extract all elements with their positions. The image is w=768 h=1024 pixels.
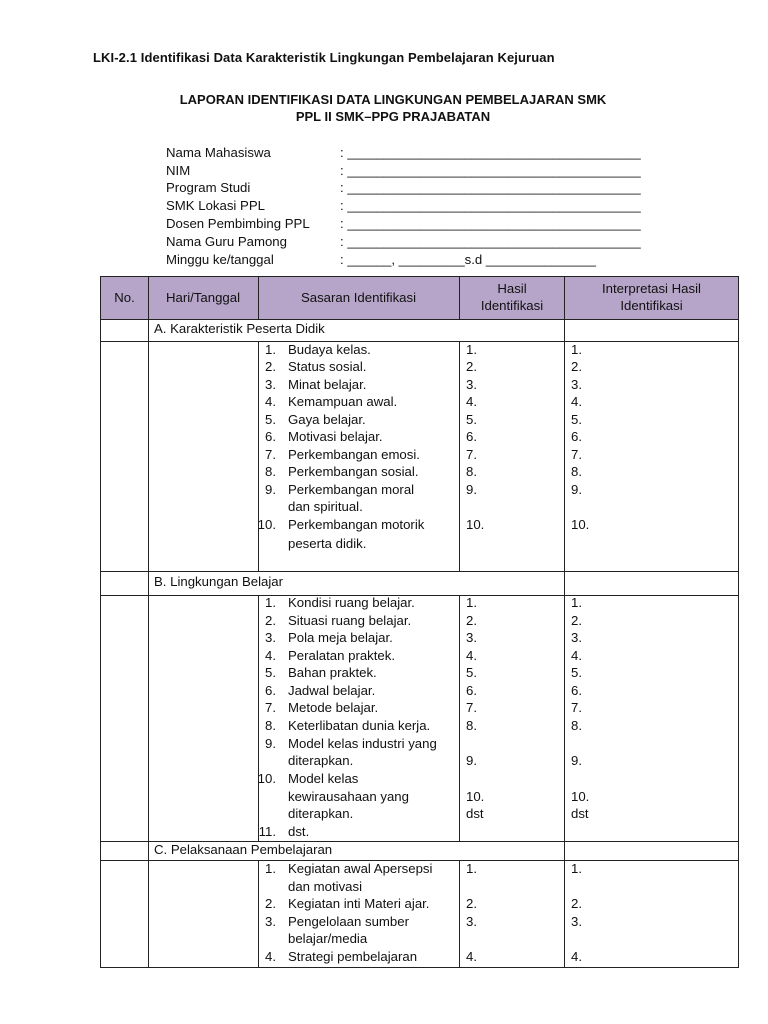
table-border	[459, 860, 460, 968]
hasil-cell[interactable]: 3.	[466, 377, 477, 392]
hasil-cell[interactable]: 1.	[466, 342, 477, 357]
table-border	[459, 341, 460, 572]
form-field-nim[interactable]: : ________________________________________	[340, 163, 641, 178]
form-field-nama-mahasiswa[interactable]: : ________________________________________	[340, 145, 641, 160]
interpretasi-cell[interactable]: 1.	[571, 861, 582, 876]
section-title-a: A. Karakteristik Peserta Didik	[154, 321, 325, 336]
hasil-cell[interactable]: 10.	[466, 789, 485, 804]
hasil-cell[interactable]: 1.	[466, 861, 477, 876]
list-item: Perkembangan emosi.	[288, 447, 420, 462]
form-field-smk-lokasi[interactable]: : ________________________________________	[340, 198, 641, 213]
table-border	[100, 276, 739, 277]
item-number: 6.	[265, 429, 276, 444]
header-interpretasi-line2: Identifikasi	[620, 298, 683, 313]
hasil-cell[interactable]: 10.	[466, 517, 485, 532]
list-item: Gaya belajar.	[288, 412, 366, 427]
list-item: Perkembangan moral	[288, 482, 415, 497]
list-item: Kegiatan awal Apersepsi	[288, 861, 433, 876]
hasil-cell[interactable]: 9.	[466, 753, 477, 768]
list-item: Metode belajar.	[288, 700, 379, 715]
hasil-cell[interactable]: 4.	[466, 949, 477, 964]
table-border	[100, 276, 101, 968]
header-sasaran-identifikasi: Sasaran Identifikasi	[300, 290, 417, 305]
item-number: 3.	[265, 630, 276, 645]
item-number: 3.	[265, 914, 276, 929]
table-border	[258, 276, 259, 320]
interpretasi-cell[interactable]: 2.	[571, 896, 582, 911]
interpretasi-cell[interactable]: 6.	[571, 429, 582, 444]
report-title-line-1: LAPORAN IDENTIFIKASI DATA LINGKUNGAN PEMBELAJARAN SMK	[179, 92, 607, 107]
item-number: 2.	[265, 359, 276, 374]
form-field-dosen-pembimbing[interactable]: : ________________________________________	[340, 216, 641, 231]
interpretasi-cell[interactable]: 2.	[571, 613, 582, 628]
item-number: 5.	[265, 412, 276, 427]
hasil-cell[interactable]: 7.	[466, 447, 477, 462]
item-number: 2.	[265, 613, 276, 628]
form-field-guru-pamong[interactable]: : ________________________________________	[340, 234, 641, 249]
item-number: 1.	[265, 861, 276, 876]
item-number: 6.	[265, 683, 276, 698]
list-item: Peralatan praktek.	[288, 648, 396, 663]
hasil-cell[interactable]: 5.	[466, 665, 477, 680]
table-border	[459, 595, 460, 842]
list-item: Status sosial.	[288, 359, 367, 374]
table-border	[100, 319, 739, 320]
list-item-continued: peserta didik.	[288, 536, 367, 551]
interpretasi-cell[interactable]: 3.	[571, 914, 582, 929]
list-item-continued: kewirausahaan yang	[288, 789, 409, 804]
item-number: 7.	[265, 700, 276, 715]
list-item: Perkembangan motorik	[288, 517, 425, 532]
interpretasi-cell[interactable]: 8.	[571, 464, 582, 479]
list-item: Kemampuan awal.	[288, 394, 398, 409]
list-item: Pola meja belajar.	[288, 630, 393, 645]
list-item: Budaya kelas.	[288, 342, 371, 357]
section-title-b: B. Lingkungan Belajar	[154, 574, 284, 589]
interpretasi-cell[interactable]: 10.	[571, 517, 590, 532]
list-item: Model kelas	[288, 771, 359, 786]
header-interpretasi-line1: Interpretasi Hasil	[602, 281, 701, 296]
list-item: Motivasi belajar.	[288, 429, 383, 444]
table-border	[100, 595, 739, 596]
interpretasi-cell[interactable]: 5.	[571, 665, 582, 680]
form-label-program-studi: Program Studi	[166, 180, 251, 195]
list-item: Pengelolaan sumber	[288, 914, 409, 929]
table-border	[148, 276, 149, 968]
interpretasi-cell[interactable]: dst	[571, 806, 589, 821]
item-number: 8.	[265, 718, 276, 733]
list-item: Minat belajar.	[288, 377, 367, 392]
hasil-cell[interactable]: 4.	[466, 648, 477, 663]
interpretasi-cell[interactable]: 9.	[571, 753, 582, 768]
item-number: 9.	[265, 736, 276, 751]
item-number: 4.	[265, 949, 276, 964]
hasil-cell[interactable]: 7.	[466, 700, 477, 715]
list-item: Jadwal belajar.	[288, 683, 376, 698]
item-number: 1.	[265, 595, 276, 610]
hasil-cell[interactable]: dst	[466, 806, 484, 821]
item-number: 2.	[265, 896, 276, 911]
interpretasi-cell[interactable]: 2.	[571, 359, 582, 374]
hasil-cell[interactable]: 4.	[466, 394, 477, 409]
list-item-continued: belajar/media	[288, 931, 368, 946]
report-title-line-2: PPL II SMK–PPG PRAJABATAN	[295, 109, 491, 124]
interpretasi-cell[interactable]: 4.	[571, 394, 582, 409]
item-number: 10.	[257, 771, 276, 786]
form-label-minggu-tanggal: Minggu ke/tanggal	[166, 252, 274, 267]
list-item: dst.	[288, 824, 310, 839]
item-number: 1.	[265, 342, 276, 357]
form-label-dosen-pembimbing: Dosen Pembimbing PPL	[166, 216, 310, 231]
header-hari-tanggal: Hari/Tanggal	[165, 290, 241, 305]
list-item: Situasi ruang belajar.	[288, 613, 412, 628]
list-item: Strategi pembelajaran	[288, 949, 418, 964]
document-title: LKI-2.1 Identifikasi Data Karakteristik Lingkungan Pembelajaran Kejuruan	[93, 50, 555, 65]
hasil-cell[interactable]: 2.	[466, 896, 477, 911]
hasil-cell[interactable]: 2.	[466, 359, 477, 374]
list-item: Bahan praktek.	[288, 665, 377, 680]
table-border	[738, 276, 739, 968]
list-item-continued: diterapkan.	[288, 806, 354, 821]
table-border	[100, 571, 739, 572]
list-item: Perkembangan sosial.	[288, 464, 419, 479]
item-number: 10.	[257, 517, 276, 532]
section-title-c: C. Pelaksanaan Pembelajaran	[154, 842, 333, 857]
interpretasi-cell[interactable]: 3.	[571, 377, 582, 392]
table-border	[564, 276, 565, 968]
form-field-program-studi[interactable]: : ________________________________________	[340, 180, 641, 195]
header-hasil-line2: Identifikasi	[480, 298, 544, 313]
list-item: Model kelas industri yang	[288, 736, 437, 751]
hasil-cell[interactable]: 3.	[466, 914, 477, 929]
hasil-cell[interactable]: 6.	[466, 429, 477, 444]
interpretasi-cell[interactable]: 1.	[571, 342, 582, 357]
interpretasi-cell[interactable]: 1.	[571, 595, 582, 610]
hasil-cell[interactable]: 5.	[466, 412, 477, 427]
interpretasi-cell[interactable]: 3.	[571, 630, 582, 645]
interpretasi-cell[interactable]: 6.	[571, 683, 582, 698]
form-label-guru-pamong: Nama Guru Pamong	[166, 234, 287, 249]
table-border	[459, 276, 460, 320]
hasil-cell[interactable]: 9.	[466, 482, 477, 497]
hasil-cell[interactable]: 6.	[466, 683, 477, 698]
list-item: Kegiatan inti Materi ajar.	[288, 896, 430, 911]
header-hasil-line1: Hasil	[497, 281, 527, 296]
interpretasi-cell[interactable]: 5.	[571, 412, 582, 427]
hasil-cell[interactable]: 8.	[466, 464, 477, 479]
interpretasi-cell[interactable]: 10.	[571, 789, 590, 804]
item-number: 3.	[265, 377, 276, 392]
form-label-nim: NIM	[166, 163, 191, 178]
interpretasi-cell[interactable]: 7.	[571, 700, 582, 715]
interpretasi-cell[interactable]: 4.	[571, 949, 582, 964]
table-border	[100, 967, 739, 968]
item-number: 11.	[258, 824, 276, 839]
list-item-continued: diterapkan.	[288, 753, 354, 768]
interpretasi-cell[interactable]: 9.	[571, 482, 582, 497]
interpretasi-cell[interactable]: 8.	[571, 718, 582, 733]
list-item: Kondisi ruang belajar.	[288, 595, 415, 610]
item-number: 5.	[265, 665, 276, 680]
item-number: 4.	[265, 648, 276, 663]
item-number: 9.	[265, 482, 276, 497]
interpretasi-cell[interactable]: 7.	[571, 447, 582, 462]
form-label-smk-lokasi: SMK Lokasi PPL	[166, 198, 265, 213]
interpretasi-cell[interactable]: 4.	[571, 648, 582, 663]
item-number: 8.	[265, 464, 276, 479]
header-no: No.	[114, 290, 135, 305]
item-number: 7.	[265, 447, 276, 462]
hasil-cell[interactable]: 8.	[466, 718, 477, 733]
form-label-nama-mahasiswa: Nama Mahasiswa	[166, 145, 271, 160]
list-item: Keterlibatan dunia kerja.	[288, 718, 431, 733]
list-item-continued: dan spiritual.	[288, 499, 363, 514]
item-number: 4.	[265, 394, 276, 409]
hasil-cell[interactable]: 2.	[466, 613, 477, 628]
hasil-cell[interactable]: 1.	[466, 595, 477, 610]
hasil-cell[interactable]: 3.	[466, 630, 477, 645]
list-item-continued: dan motivasi	[288, 879, 363, 894]
form-field-minggu-tanggal[interactable]: : ______, _________s.d _______________	[340, 252, 596, 267]
table-border	[100, 341, 739, 342]
